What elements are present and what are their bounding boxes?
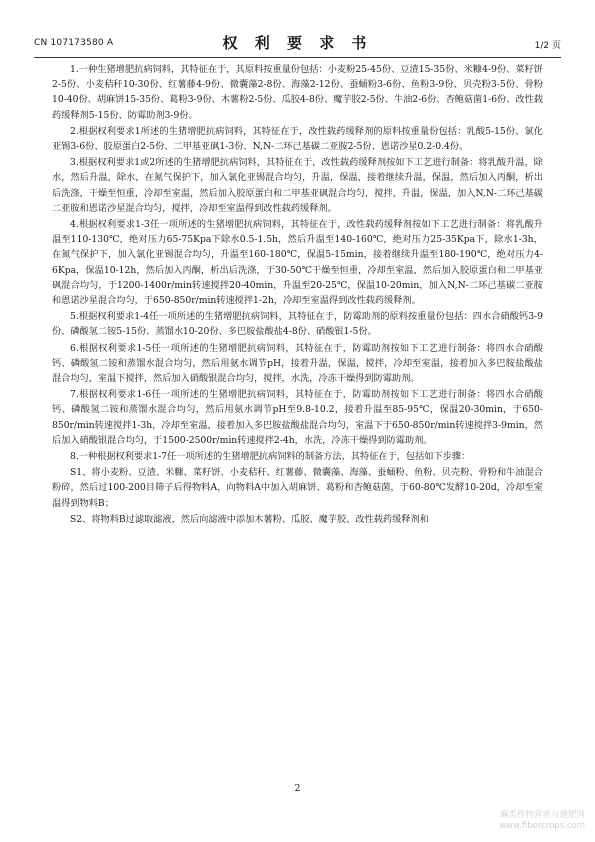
claim-4: 4.根据权利要求1-3任一项所述的生猪增肥抗病饲料，其特征在于，改性载药缓释剂按如下工艺进行制备：将乳酸升温至110-130℃，绝对压力65-75Kpa下除水0.5-1.5h，然后升温至140-160℃，绝对压力25-35Kpa下，除水1-3h，在氮气保护下，加入氯化亚锡混合均匀，升温至160-180℃，保温5-15min，接着继续升温至180-190℃，绝对压力4-6Kpa，保温10-12h，然后加入丙酮，析出后洗涤，于30-50℃干燥至恒重，冷却至室温，然后加入胶原蛋白和二甲基亚砜混合均匀，于1200-1400r/min转速搅拌20-40min，升温至20-25℃，保温10-20min，加入N,N-二环己基碳二亚胺和恩诺沙星混合均匀，于650-850r/min转速搅拌1-2h，冷却至室温得到改性载药缓释剂。 xyxy=(52,219,543,307)
claim-5: 5.根据权利要求1-4任一项所述的生猪增肥抗病饲料，其特征在于，防霉助剂的原料按重量份包括：四水合硝酸钙3-9份、磷酸氢二铵5-15份、蒸馏水10-20份、多巴胺盐酸盐4-8份、硝酸银1-5份。 xyxy=(52,311,543,338)
claim-8: 8.一种根据权利要求1-7任一项所述的生猪增肥抗病饲料的制备方法，其特征在于，包括如下步骤： xyxy=(70,451,471,463)
watermark-site-name: 麻类作物营养与施肥网 xyxy=(499,810,585,820)
document-title: 权 利 要 求 书 xyxy=(222,34,373,52)
claim-8-step-s2: S2、将物料B过滤取滤液，然后向滤液中添加木薯粉、瓜胶、魔芋胶、改性载药缓释剂和 xyxy=(70,513,429,525)
claim-2: 2.根据权利要求1所述的生猪增肥抗病饲料，其特征在于，改性载药缓释剂的原料按重量份包括：乳酸5-15份、氯化亚锡3-6份、胶原蛋白2-5份、二甲基亚砜1-3份、N,N-二环己基碳二亚胺2-5份、恩诺沙星0.2-0.4份。 xyxy=(52,125,543,153)
watermark-url: www.fibercrops.com xyxy=(499,821,585,831)
header-rule xyxy=(34,57,561,58)
claim-7: 7.根据权利要求1-6任一项所述的生猪增肥抗病饲料，其特征在于，防霉助剂按如下工艺进行制备：将四水合硝酸钙、磷酸氢二铵和蒸馏水混合均匀，然后用氨水调节pH至9.8-10.2，接着升温至85-95℃，保温20-30min，于650-850r/min转速搅拌1-3h，冷却至室温，接着加入多巴胺盐酸盐混合均匀，室温下于650-850r/min转速搅拌3-9min，然后加入硝酸银混合均匀，于1500-2500r/min转速搅拌2-4h，水洗，冷冻干燥得到防霉助剂。 xyxy=(52,389,543,446)
page-header xyxy=(34,30,561,52)
claim-8-step-s1: S1、将小麦粉、豆渣、米糠、菜籽饼、小麦秸秆、红薯藤、微囊藻、海藻、蚕蛹粉、鱼粉、贝壳粉、骨粉和牛油混合粉碎，然后过100-200目筛子后得物料A，向物料A中加入胡麻饼、葛粉和杏鲍菇菌，于60-80℃发酵10-20d，冷却至室温得到物料B； xyxy=(52,467,543,509)
claim-1: 1.一种生猪增肥抗病饲料，其特征在于，其原料按重量份包括：小麦粉25-45份、豆渣15-35份、米糠4-9份、菜籽饼2-5份、小麦秸秆10-30份、红薯藤4-9份、微囊藻2-8份、海藻2-12份、蚕蛹粉3-6份、鱼粉3-9份、贝壳粉3-5份、骨粉10-40份、胡麻饼15-35份、葛粉3-9份、木薯粉2-5份、瓜胶4-8份、魔芋胶2-5份、牛油2-6份、杏鲍菇菌1-6份、改性载药缓释剂5-15份、防霉助剂3-9份。 xyxy=(52,64,543,121)
watermark xyxy=(499,810,585,832)
page-number: 2 xyxy=(294,783,301,794)
page-count: 1/2 页 xyxy=(534,41,561,51)
claim-6: 6.根据权利要求1-5任一项所述的生猪增肥抗病饲料，其特征在于，防霉助剂按如下工艺进行制备：将四水合硝酸钙、磷酸氢二铵和蒸馏水混合均匀，然后用氨水调节pH，接着升温，保温，搅拌，冷却至室温，接着加入多巴胺盐酸盐混合均匀，室温下搅拌，然后加入硝酸银混合均匀，搅拌，水洗，冷冻干燥得到防霉助剂。 xyxy=(52,342,543,385)
claim-3: 3.根据权利要求1或2所述的生猪增肥抗病饲料，其特征在于，改性载药缓释剂按如下工艺进行制备：将乳酸升温，除水，然后升温，除水，在氮气保护下，加入氯化亚锡混合均匀，升温，保温，接着继续升温，保温，然后加入丙酮，析出后洗涤，干燥至恒重，冷却至室温，然后加入胶原蛋白和二甲基亚砜混合均匀，搅拌，升温，保温，加入N,N-二环己基碳二亚胺和恩诺沙星混合均匀，搅拌，冷却至室温得到改性载药缓释剂。 xyxy=(52,157,543,214)
claims-body xyxy=(52,62,543,528)
document-number: CN 107173580 A xyxy=(34,38,114,48)
